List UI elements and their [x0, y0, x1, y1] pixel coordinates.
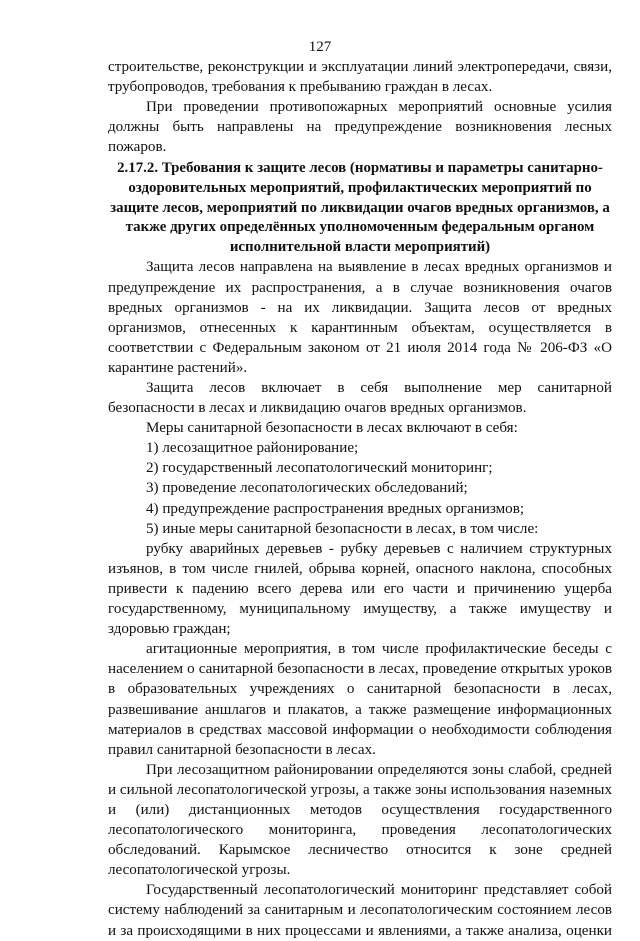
intro-continuation: строительстве, реконструкции и эксплуатации линий электропередачи, связи, трубопроводов, требования к пребыванию граждан в лесах. — [108, 59, 612, 96]
paragraph-forest-protection-aim: Защита лесов направлена на выявление в лесах вредных организмов и предупреждение их распространения, а в случае возникновения очагов вредных организмов - на их ликвидации. Защита лесов от вредных организмов, отнесенных к карантинным объектам, осуществляется в соответствии с Федеральным законом от 21 июля 2014 года № 206-ФЗ «О карантине растений». — [108, 259, 612, 376]
list-item-measure-2: 2) государственный лесопатологический мониторинг; — [146, 460, 493, 477]
list-item-measure-5: 5) иные меры санитарной безопасности в лесах, в том числе: — [146, 520, 539, 537]
paragraph-emergency-felling: рубку аварийных деревьев - рубку деревьев с наличием структурных изъянов, в том числе гнилей, обрыва корней, опасного наклона, способных привести к падению всего дерева или его части и причинению ущерба государственному, муниципальному имуществу, а также имуществу и здоровью граждан; — [108, 540, 612, 638]
list-item-measure-1: 1) лесозащитное районирование; — [146, 440, 359, 457]
paragraph-campaign-measures: агитационные мероприятия, в том числе профилактические беседы с населением о санитарной безопасности в лесах, проведение открытых уроков в образовательных учреждениях о санитарной безопасности в лесах, развешивание аншлагов и плакатов, а также размещение информационных материалов в средствах массовой информации о необходимости соблюдения правил санитарной безопасности в лесах. — [108, 641, 612, 758]
paragraph-zoning: При лесозащитном районировании определяются зоны слабой, средней и сильной лесопатологической угрозы, а также зоны использования наземных и (или) дистанционных методов осуществления государственного лесопатологического мониторинга, проведения лесопатологических обследований. Карымское лесничество относится к зоне средней лесопатологической угрозы. — [108, 761, 612, 879]
page-number: 127 — [308, 39, 332, 55]
paragraph-monitoring-start: Государственный лесопатологический мониторинг представляет собой систему наблюдений за санитарным и лесопатологическим состоянием лесов и за происходящими в них процессами и явлениями, а также анализа, оценки — [108, 882, 612, 939]
paragraph-measures-intro: Меры санитарной безопасности в лесах включают в себя: — [146, 420, 518, 437]
intro-paragraph: При проведении противопожарных мероприятий основные усилия должны быть направлены на предупреждение возникновения лесных пожаров. — [108, 99, 612, 156]
paragraph-protection-includes: Защита лесов включает в себя выполнение мер санитарной безопасности в лесах и ликвидацию очагов вредных организмов. — [108, 380, 612, 417]
section-heading: 2.17.2. Требования к защите лесов (нормативы и параметры санитарно-оздоровительных мероприятий, профилактических мероприятий по защите лесов, мероприятий по ликвидации очагов вредных организмов, а также других определённых уполномоченным федеральным органом исполнительной власти мероприятий) — [110, 160, 610, 255]
list-item-measure-4: 4) предупреждение распространения вредных организмов; — [146, 500, 525, 517]
list-item-measure-3: 3) проведение лесопатологических обследований; — [146, 480, 468, 497]
document-body — [108, 57, 612, 941]
